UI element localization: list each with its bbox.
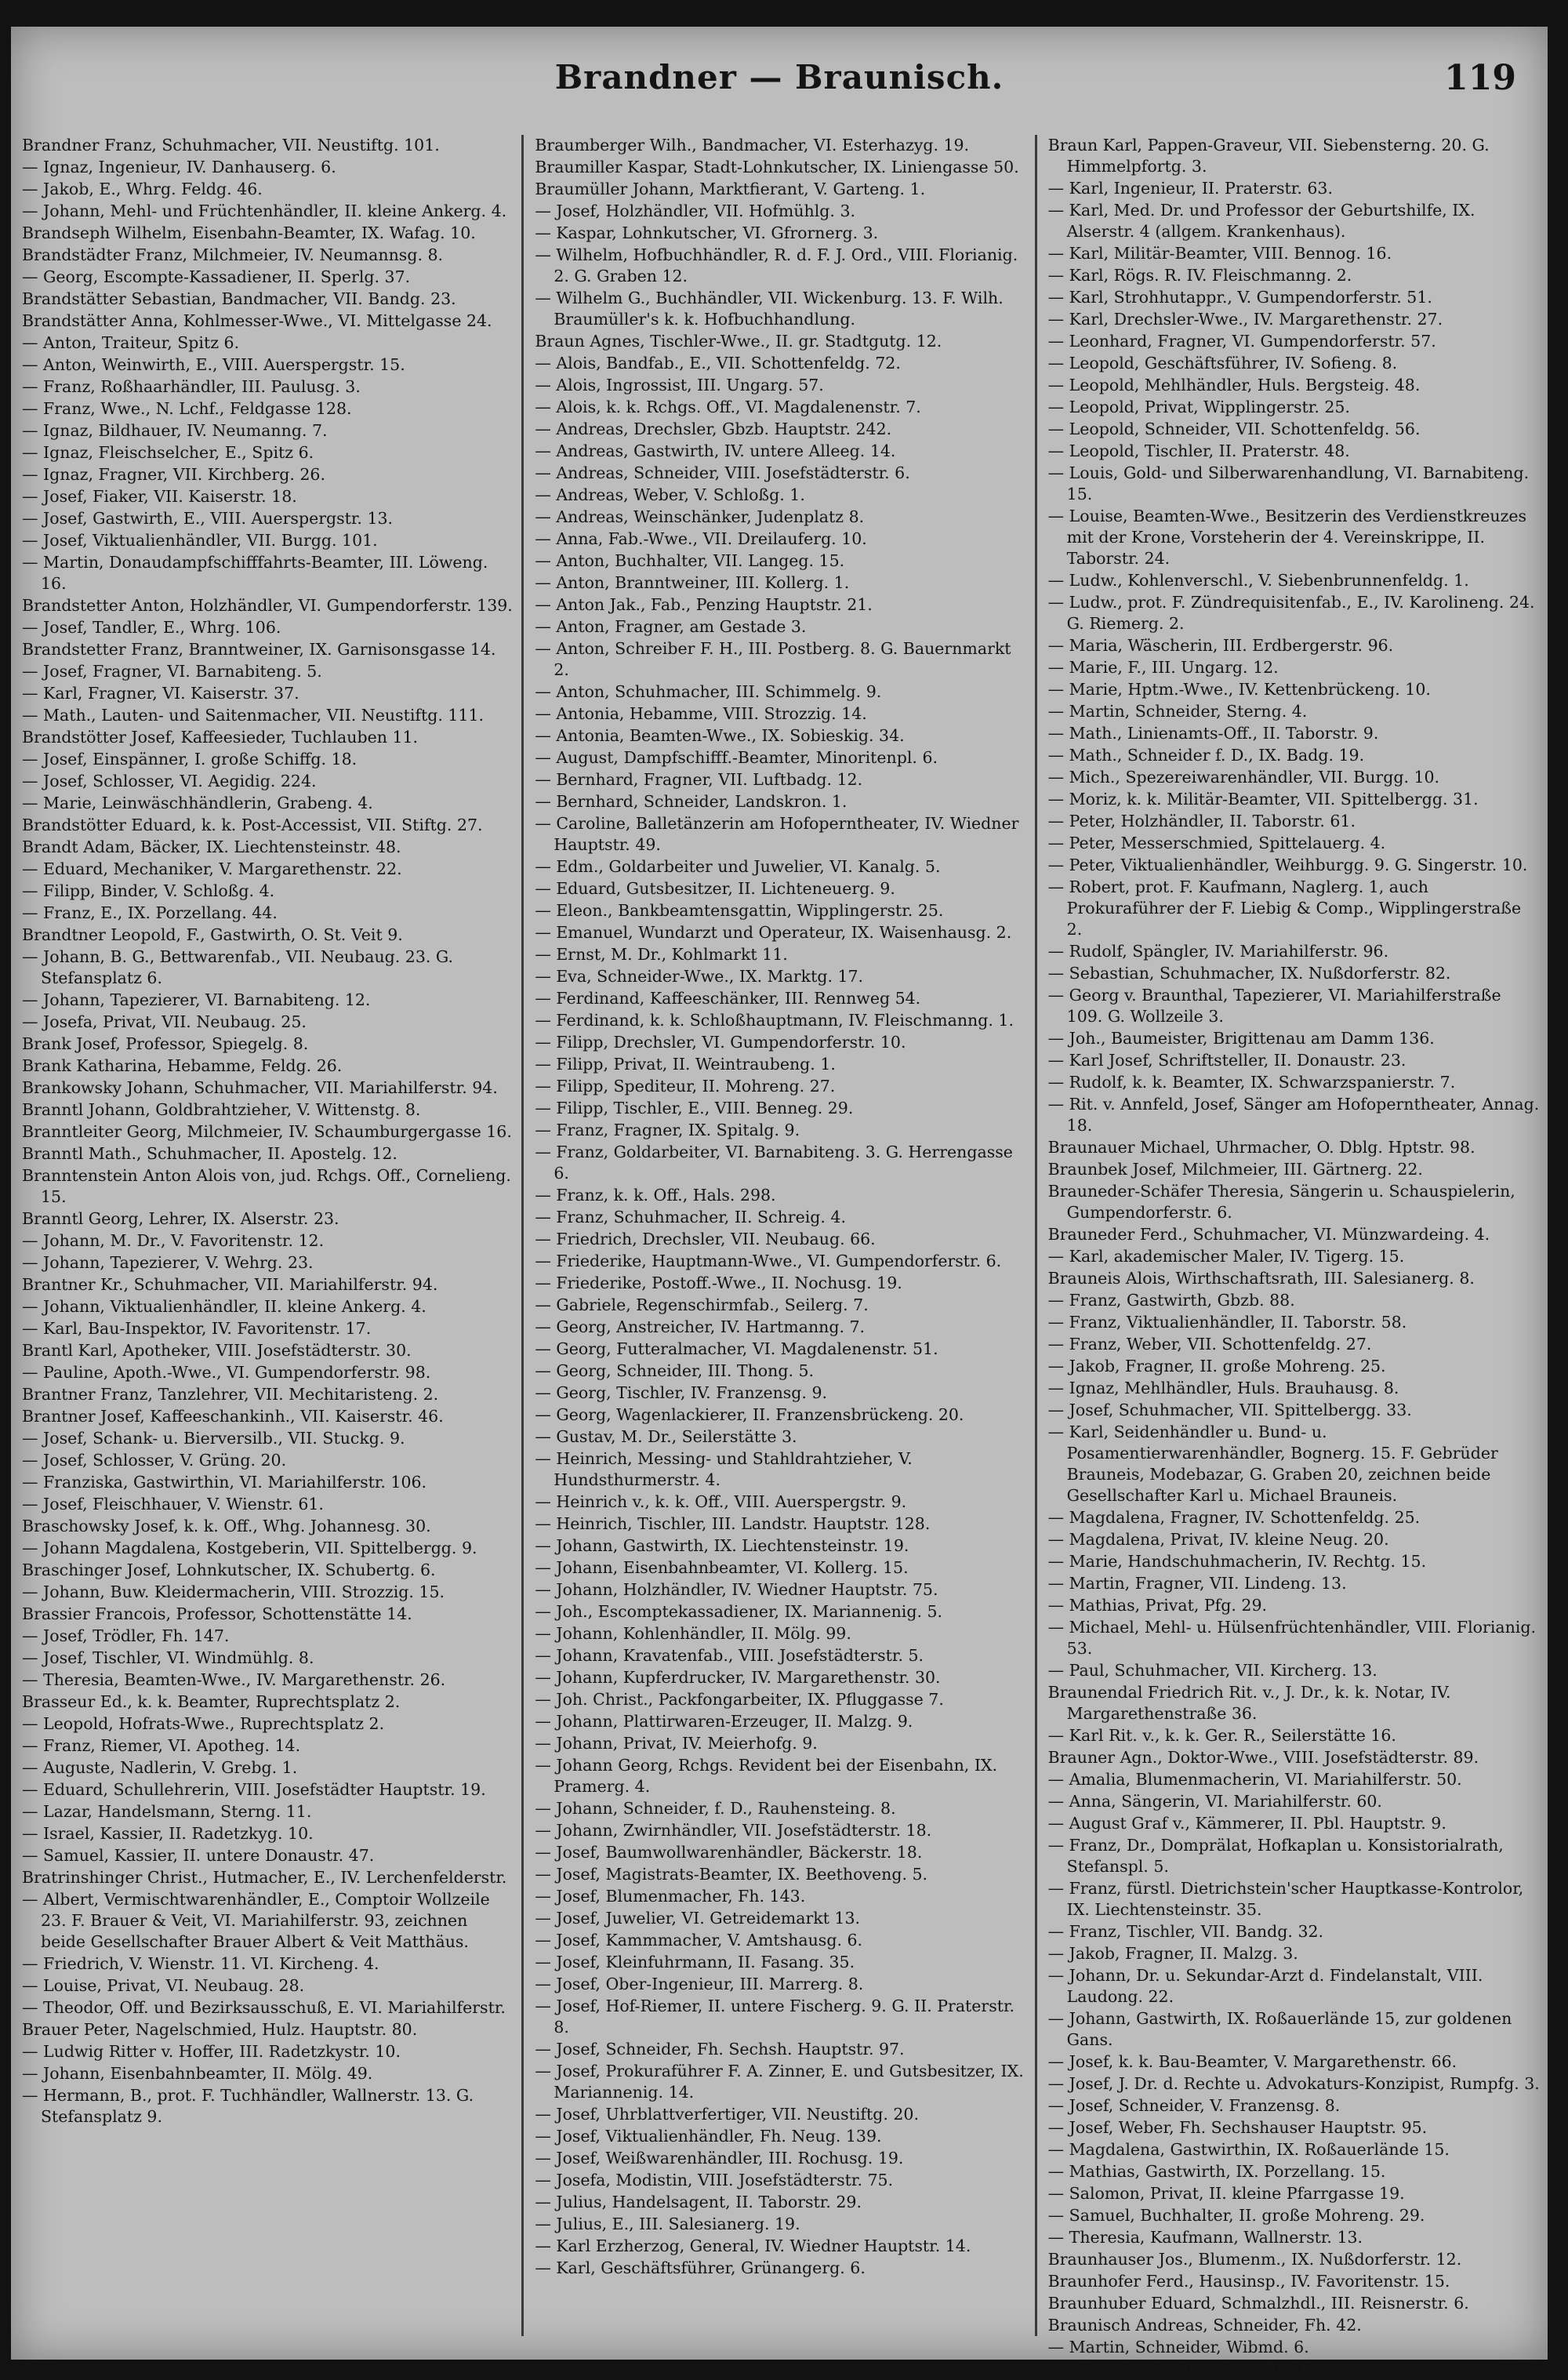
directory-entry: — Johann, Gastwirth, IX. Liechtensteinstr. 19. xyxy=(535,1536,909,1555)
directory-entry: — Josef, Hof-Riemer, II. untere Fischerg. 9. G. II. Praterstr. 8. xyxy=(535,1997,1015,2037)
directory-columns xyxy=(11,135,1548,2378)
directory-entry: — Josef, Einspänner, I. große Schiffg. 18. xyxy=(22,750,358,769)
directory-entry: Braunhofer Ferd., Hausinsp., IV. Favoritenstr. 15. xyxy=(1047,2272,1450,2291)
directory-entry: Brandt Adam, Bäcker, IX. Liechtensteinstr. 48. xyxy=(22,838,401,856)
directory-entry: — Josef, J. Dr. d. Rechte u. Advokaturs-Konzipist, Rumpfg. 3. xyxy=(1047,2074,1540,2093)
directory-entry: — Anton, Schuhmacher, III. Schimmelg. 9. xyxy=(535,682,882,701)
directory-entry: — Magdalena, Privat, IV. kleine Neug. 20. xyxy=(1047,1530,1389,1549)
directory-entry: — Josef, Schlosser, VI. Aegidig. 224. xyxy=(22,772,317,790)
directory-entry: — Heinrich, Tischler, III. Landstr. Hauptstr. 128. xyxy=(535,1514,931,1533)
directory-entry: Bratrinshinger Christ., Hutmacher, E., IV. Lerchenfelderstr. xyxy=(22,1868,507,1887)
directory-entry: — Karl, akademischer Maler, IV. Tigerg. 15. xyxy=(1047,1247,1405,1266)
directory-entry: Brauneis Alois, Wirthschaftsrath, III. Salesianerg. 8. xyxy=(1047,1269,1475,1288)
directory-entry: — Magdalena, Gastwirthin, IX. Roßauerlände 15. xyxy=(1047,2140,1450,2159)
directory-entry: — Eduard, Mechaniker, V. Margarethenstr. 22. xyxy=(22,859,402,878)
directory-entry: — Johann, Eisenbahnbeamter, II. Mölg. 49. xyxy=(22,2064,373,2083)
directory-entry: — Franz, Fragner, IX. Spitalg. 9. xyxy=(535,1121,800,1139)
directory-entry: — Anton, Fragner, am Gestade 3. xyxy=(535,617,807,636)
directory-entry: — Andreas, Gastwirth, IV. untere Alleeg. 14. xyxy=(535,441,896,460)
directory-entry: — Marie, F., III. Ungarg. 12. xyxy=(1047,658,1279,677)
directory-entry: — Franz, Dr., Domprälat, Hofkaplan u. Konsistorialrath, Stefanspl. 5. xyxy=(1047,1836,1504,1876)
directory-entry: — Johann, Kravatenfab., VIII. Josefstädterstr. 5. xyxy=(535,1646,924,1665)
directory-entry: Brassier Francois, Professor, Schottenstätte 14. xyxy=(22,1604,412,1623)
directory-entry: Brandner Franz, Schuhmacher, VII. Neustiftg. 101. xyxy=(22,136,440,154)
directory-entry: Braumberger Wilh., Bandmacher, VI. Esterhazyg. 19. xyxy=(535,136,970,154)
directory-entry: — Leopold, Schneider, VII. Schottenfeldg. 56. xyxy=(1047,420,1421,438)
directory-entry: Brandtner Leopold, F., Gastwirth, O. St. Veit 9. xyxy=(22,925,403,944)
directory-entry: — Josef, Schuhmacher, VII. Spittelbergg. 33. xyxy=(1047,1401,1412,1419)
directory-entry: — Wilhelm, Hofbuchhändler, R. d. F. J. Ord., VIII. Florianig. 2. G. Graben 12. xyxy=(535,245,1018,285)
directory-entry: — Johann, Tapezierer, VI. Barnabiteng. 12. xyxy=(22,990,371,1009)
directory-entry: — Karl Erzherzog, General, IV. Wiedner Hauptstr. 14. xyxy=(535,2236,971,2255)
page-header xyxy=(11,58,1548,121)
directory-entry: — Antonia, Beamten-Wwe., IX. Sobieskig. 34. xyxy=(535,726,905,745)
directory-entry: — Pauline, Apoth.-Wwe., VI. Gumpendorferstr. 98. xyxy=(22,1363,431,1382)
directory-entry: — Anton Jak., Fab., Penzing Hauptstr. 21. xyxy=(535,595,873,614)
directory-entry: Braumüller Johann, Marktfierant, V. Garteng. 1. xyxy=(535,180,926,198)
directory-entry: Braschinger Josef, Lohnkutscher, IX. Schubertg. 6. xyxy=(22,1561,436,1579)
directory-entry: — Alois, Bandfab., E., VII. Schottenfeldg. 72. xyxy=(535,354,901,372)
directory-entry: — Josef, Gastwirth, E., VIII. Auerspergstr. 13. xyxy=(22,509,394,528)
directory-entry: — Franz, Weber, VII. Schottenfeldg. 27. xyxy=(1047,1335,1372,1354)
directory-entry: — Karl, Fragner, VI. Kaiserstr. 37. xyxy=(22,684,299,703)
directory-entry: — Josef, Holzhändler, VII. Hofmühlg. 3. xyxy=(535,202,855,220)
directory-entry: — Martin, Schneider, Sterng. 4. xyxy=(1047,702,1308,721)
directory-entry: — Josefa, Privat, VII. Neubaug. 25. xyxy=(22,1012,307,1031)
directory-entry: — Karl, Ingenieur, II. Praterstr. 63. xyxy=(1047,179,1333,198)
directory-entry: — Lazar, Handelsmann, Sterng. 11. xyxy=(22,1802,312,1821)
directory-entry: — Josef, Ober-Ingenieur, III. Marrerg. 8. xyxy=(535,1975,864,1993)
directory-entry: — Anton, Buchhalter, VII. Langeg. 15. xyxy=(535,551,845,570)
directory-entry: — Georg, Tischler, IV. Franzensg. 9. xyxy=(535,1383,828,1402)
directory-entry: — Johann, Buw. Kleidermacherin, VIII. Strozzig. 15. xyxy=(22,1582,445,1601)
directory-entry: — Johann Georg, Rchgs. Revident bei der Eisenbahn, IX. Pramerg. 4. xyxy=(535,1756,998,1796)
directory-entry: — Friederike, Hauptmann-Wwe., VI. Gumpendorferstr. 6. xyxy=(535,1252,1002,1270)
directory-entry: — Alois, k. k. Rchgs. Off., VI. Magdalenenstr. 7. xyxy=(535,398,921,416)
directory-entry: — Leopold, Tischler, II. Praterstr. 48. xyxy=(1047,441,1350,460)
directory-entry: — Kaspar, Lohnkutscher, VI. Gfrornerg. 3. xyxy=(535,223,879,242)
directory-entry: — Anton, Schreiber F. H., III. Postberg. 8. G. Bauernmarkt 2. xyxy=(535,639,1011,679)
directory-entry: — Ferdinand, Kaffeeschänker, III. Rennweg 54. xyxy=(535,989,921,1008)
directory-entry: — Marie, Leinwäschhändlerin, Grabeng. 4. xyxy=(22,794,373,812)
directory-entry: — Theodor, Off. und Bezirksausschuß, E. VI. Mariahilferstr. xyxy=(22,1998,506,2017)
directory-entry: — Franz, Gastwirth, Gbzb. 88. xyxy=(1047,1291,1295,1310)
directory-entry: — Jakob, Fragner, II. große Mohreng. 25. xyxy=(1047,1357,1386,1375)
directory-entry: — Johann, M. Dr., V. Favoritenstr. 12. xyxy=(22,1231,325,1250)
directory-entry: — Josef, Schlosser, V. Grüng. 20. xyxy=(22,1451,287,1470)
directory-entry: — Mathias, Gastwirth, IX. Porzellang. 15. xyxy=(1047,2162,1386,2181)
directory-entry: — Michael, Mehl- u. Hülsenfrüchtenhändler, VIII. Florianig. 53. xyxy=(1047,1618,1536,1658)
directory-entry: — Martin, Schneider, Wibmd. 6. xyxy=(1047,2338,1309,2356)
directory-entry: — Josef, Trödler, Fh. 147. xyxy=(22,1626,230,1645)
directory-entry: — Josef, Kammmacher, V. Amtshausg. 6. xyxy=(535,1931,863,1949)
directory-entry: — Ignaz, Ingenieur, IV. Danhauserg. 6. xyxy=(22,158,336,176)
directory-entry: — Leopold, Privat, Wipplingerstr. 25. xyxy=(1047,398,1350,416)
directory-entry: Brauer Peter, Nagelschmied, Hulz. Hauptstr. 80. xyxy=(22,2020,418,2039)
directory-entry: — Filipp, Tischler, E., VIII. Benneg. 29. xyxy=(535,1099,854,1117)
directory-entry: — Magdalena, Fragner, IV. Schottenfeldg. 25. xyxy=(1047,1508,1421,1527)
directory-entry: — Johann, Kohlenhändler, II. Mölg. 99. xyxy=(535,1624,851,1643)
directory-entry: — Albert, Vermischtwarenhändler, E., Comptoir Wollzeile 23. F. Brauer & Veit, VI. Mariahilferstr. 93, zeichnen beide Gesellschafter Brauer Albert & Veit Matthäus. xyxy=(22,1890,490,1951)
directory-entry: — Peter, Messerschmied, Spittelauerg. 4. xyxy=(1047,834,1386,852)
directory-entry: — Filipp, Privat, II. Weintraubeng. 1. xyxy=(535,1055,836,1074)
directory-entry: Branntenstein Anton Alois von, jud. Rchgs. Off., Cornelieng. 15. xyxy=(22,1166,511,1206)
directory-entry: — Math., Linienamts-Off., II. Taborstr. 9. xyxy=(1047,724,1379,743)
directory-entry: — Wilhelm G., Buchhändler, VII. Wickenburg. 13. F. Wilh. Braumüller's k. k. Hofbuchhandlung. xyxy=(535,289,1004,329)
directory-entry: — Jakob, Fragner, II. Malzg. 3. xyxy=(1047,1944,1298,1963)
directory-entry: Brank Katharina, Hebamme, Feldg. 26. xyxy=(22,1056,343,1075)
directory-entry: Brandstetter Franz, Branntweiner, IX. Garnisonsgasse 14. xyxy=(22,640,496,659)
directory-entry: — Sebastian, Schuhmacher, IX. Nußdorferstr. 82. xyxy=(1047,964,1451,983)
directory-entry: — Karl Rit. v., k. k. Ger. R., Seilerstätte 16. xyxy=(1047,1726,1396,1745)
directory-entry: — Josef, Weißwarenhändler, III. Rochusg. 19. xyxy=(535,2149,904,2167)
directory-entry: — Leopold, Geschäftsführer, IV. Sofieng. 8. xyxy=(1047,354,1398,372)
directory-entry: — Samuel, Buchhalter, II. große Mohreng. 29. xyxy=(1047,2206,1425,2225)
directory-entry: — Eleon., Bankbeamtensgattin, Wipplingerstr. 25. xyxy=(535,901,944,920)
directory-entry: — Johann, Dr. u. Sekundar-Arzt d. Findelanstalt, VIII. Laudong. 22. xyxy=(1047,1966,1483,2006)
directory-entry: — Georg, Wagenlackierer, II. Franzensbrückeng. 20. xyxy=(535,1405,964,1424)
directory-entry: — Karl, Seidenhändler u. Bund- u. Posamentierwarenhändler, Bognerg. 15. F. Gebrüder Brauneis, Modebazar, G. Graben 20, zeichnen beide Gesellschafter Karl u. Michael Brauneis. xyxy=(1047,1423,1498,1505)
column-left xyxy=(11,135,524,2336)
directory-entry: — Mathias, Privat, Pfg. 29. xyxy=(1047,1596,1268,1615)
directory-entry: — Georg v. Braunthal, Tapezierer, VI. Mariahilferstraße 109. G. Wollzeile 3. xyxy=(1047,986,1501,1026)
directory-entry: — Franz, Goldarbeiter, VI. Barnabiteng. 3. G. Herrengasse 6. xyxy=(535,1143,1013,1183)
directory-entry: — Filipp, Drechsler, VI. Gumpendorferstr. 10. xyxy=(535,1033,906,1052)
directory-entry: — Maria, Wäscherin, III. Erdbergerstr. 96. xyxy=(1047,636,1394,655)
directory-entry: — Eva, Schneider-Wwe., IX. Marktg. 17. xyxy=(535,967,864,986)
directory-entry: — Martin, Fragner, VII. Lindeng. 13. xyxy=(1047,1574,1347,1593)
directory-entry: Braun Karl, Pappen-Graveur, VII. Siebensterng. 20. G. Himmelpfortg. 3. xyxy=(1047,136,1490,176)
directory-entry: — Johann, Eisenbahnbeamter, VI. Kollerg. 15. xyxy=(535,1558,909,1577)
directory-entry: — Louis, Gold- und Silberwarenhandlung, VI. Barnabiteng. 15. xyxy=(1047,463,1530,503)
directory-entry: Brantner Kr., Schuhmacher, VII. Mariahilferstr. 94. xyxy=(22,1275,438,1294)
directory-entry: — Andreas, Weber, V. Schloßg. 1. xyxy=(535,485,805,504)
directory-entry: — Ignaz, Bildhauer, IV. Neumanng. 7. xyxy=(22,421,328,440)
directory-entry: — Wenzel, Schuhmacher, VII. Hermanng. 30. xyxy=(1047,2360,1416,2378)
directory-entry: — Franz, Roßhaarhändler, III. Paulusg. 3. xyxy=(22,377,361,396)
directory-entry: — Anton, Branntweiner, III. Kollerg. 1. xyxy=(535,573,850,592)
directory-entry: — Edm., Goldarbeiter und Juwelier, VI. Kanalg. 5. xyxy=(535,857,941,876)
directory-entry: — Karl, Drechsler-Wwe., IV. Margarethenstr. 27. xyxy=(1047,310,1443,329)
directory-entry: — Johann, B. G., Bettwarenfab., VII. Neubaug. 23. G. Stefansplatz 6. xyxy=(22,947,454,987)
directory-entry: — Rudolf, Spängler, IV. Mariahilferstr. 96. xyxy=(1047,942,1389,961)
directory-entry: — Amalia, Blumenmacherin, VI. Mariahilferstr. 50. xyxy=(1047,1770,1462,1789)
directory-entry: — Marie, Handschuhmacherin, IV. Rechtg. 15. xyxy=(1047,1552,1427,1571)
directory-entry: — Gustav, M. Dr., Seilerstätte 3. xyxy=(535,1427,797,1446)
directory-entry: — Robert, prot. F. Kaufmann, Naglerg. 1, auch Prokuraführer der F. Liebig & Comp., Wipplingerstraße 2. xyxy=(1047,878,1522,939)
directory-entry: — Ludwig Ritter v. Hoffer, III. Radetzkystr. 10. xyxy=(22,2042,401,2061)
directory-entry: — Georg, Schneider, III. Thong. 5. xyxy=(535,1361,815,1380)
directory-entry: — Ferdinand, k. k. Schloßhauptmann, IV. Fleischmanng. 1. xyxy=(535,1011,1014,1030)
directory-entry: — Karl, Militär-Beamter, VIII. Bennog. 16. xyxy=(1047,244,1392,263)
directory-entry: Braunendal Friedrich Rit. v., J. Dr., k. k. Notar, IV. Margarethenstraße 36. xyxy=(1047,1683,1451,1723)
directory-entry: Brantner Franz, Tanzlehrer, VII. Mechitaristeng. 2. xyxy=(22,1385,439,1404)
directory-entry: — Franz, Schuhmacher, II. Schreig. 4. xyxy=(535,1208,846,1226)
directory-entry: — Josef, k. k. Bau-Beamter, V. Margarethenstr. 66. xyxy=(1047,2052,1457,2071)
directory-entry: — Andreas, Schneider, VIII. Josefstädterstr. 6. xyxy=(535,463,910,482)
directory-entry: Brandstätter Anna, Kohlmesser-Wwe., VI. Mittelgasse 24. xyxy=(22,311,492,330)
directory-entry: — Joh. Christ., Packfongarbeiter, IX. Pfluggasse 7. xyxy=(535,1690,944,1709)
directory-entry: — Martin, Donaudampfschifffahrts-Beamter, III. Löweng. 16. xyxy=(22,553,488,593)
directory-entry: — Anna, Sängerin, VI. Mariahilferstr. 60. xyxy=(1047,1792,1382,1811)
directory-entry: — Franz, k. k. Off., Hals. 298. xyxy=(535,1186,776,1205)
directory-entry: — Peter, Holzhändler, II. Taborstr. 61. xyxy=(1047,812,1356,830)
directory-entry: Braunisch Andreas, Schneider, Fh. 42. xyxy=(1047,2316,1362,2335)
directory-entry: — Math., Lauten- und Saitenmacher, VII. Neustiftg. 111. xyxy=(22,706,485,725)
directory-entry: — Franz, E., IX. Porzellang. 44. xyxy=(22,903,278,922)
directory-entry: Braunauer Michael, Uhrmacher, O. Dblg. Hptstr. 98. xyxy=(1047,1138,1475,1157)
directory-entry: — Josef, Baumwollwarenhändler, Bäckerstr. 18. xyxy=(535,1843,923,1862)
directory-entry: — Moriz, k. k. Militär-Beamter, VII. Spittelbergg. 31. xyxy=(1047,790,1479,808)
directory-entry: Branntleiter Georg, Milchmeier, IV. Schaumburgergasse 16. xyxy=(22,1122,512,1141)
directory-entry: — Peter, Viktualienhändler, Weihburgg. 9. G. Singerstr. 10. xyxy=(1047,856,1528,874)
directory-entry: — Leopold, Mehlhändler, Huls. Bergsteig. 48. xyxy=(1047,376,1421,394)
directory-entry: — Leonhard, Fragner, VI. Gumpendorferstr. 57. xyxy=(1047,332,1436,351)
page-number: 119 xyxy=(1444,58,1516,98)
directory-entry: — Julius, Handelsagent, II. Taborstr. 29. xyxy=(535,2193,862,2211)
directory-entry: — Johann, Zwirnhändler, VII. Josefstädterstr. 18. xyxy=(535,1821,932,1840)
directory-entry: — Karl, Med. Dr. und Professor der Geburtshilfe, IX. Alserstr. 4 (allgem. Krankenhaus). xyxy=(1047,201,1475,241)
directory-entry: — August, Dampfschifff.-Beamter, Minoritenpl. 6. xyxy=(535,748,938,767)
directory-entry: — Johann, Holzhändler, IV. Wiedner Hauptstr. 75. xyxy=(535,1580,938,1599)
directory-entry: — Josef, Kleinfuhrmann, II. Fasang. 35. xyxy=(535,1953,855,1971)
directory-entry: — Johann, Privat, IV. Meierhofg. 9. xyxy=(535,1734,818,1753)
directory-entry: — Louise, Beamten-Wwe., Besitzerin des Verdienstkreuzes mit der Krone, Vorsteherin der 4. Vereinskrippe, II. Taborstr. 24. xyxy=(1047,507,1527,568)
directory-entry: Brandstötter Josef, Kaffeesieder, Tuchlauben 11. xyxy=(22,728,419,747)
directory-entry: — Josef, Schneider, Fh. Sechsh. Hauptstr. 97. xyxy=(535,2040,905,2058)
directory-entry: — Joh., Escomptekassadiener, IX. Mariannenig. 5. xyxy=(535,1602,943,1621)
directory-entry: — Filipp, Binder, V. Schloßg. 4. xyxy=(22,881,275,900)
directory-entry: — Josef, Weber, Fh. Sechshauser Hauptstr. 95. xyxy=(1047,2118,1428,2137)
directory-entry: — Filipp, Spediteur, II. Mohreng. 27. xyxy=(535,1077,836,1096)
directory-entry: — Johann, Kupferdrucker, IV. Margarethenstr. 30. xyxy=(535,1668,941,1687)
directory-entry: Brankowsky Johann, Schuhmacher, VII. Mariahilferstr. 94. xyxy=(22,1078,498,1097)
directory-entry: — Franz, Tischler, VII. Bandg. 32. xyxy=(1047,1922,1324,1941)
directory-entry: — Karl Josef, Schriftsteller, II. Donaustr. 23. xyxy=(1047,1051,1406,1070)
directory-entry: — Ludw., Kohlenverschl., V. Siebenbrunnenfeldg. 1. xyxy=(1047,571,1469,590)
directory-entry: — Josef, Fleischhauer, V. Wienstr. 61. xyxy=(22,1495,324,1513)
directory-entry: — Bernhard, Schneider, Landskron. 1. xyxy=(535,792,848,811)
directory-entry: — Andreas, Drechsler, Gbzb. Hauptstr. 242. xyxy=(535,420,892,438)
directory-entry: Brasseur Ed., k. k. Beamter, Ruprechtsplatz 2. xyxy=(22,1692,401,1711)
directory-entry: — Marie, Hptm.-Wwe., IV. Kettenbrückeng. 10. xyxy=(1047,680,1431,699)
column-right xyxy=(1037,135,1548,2378)
directory-entry: — Joh., Baumeister, Brigittenau am Damm 136. xyxy=(1047,1029,1435,1048)
directory-entry: — Josef, Fiaker, VII. Kaiserstr. 18. xyxy=(22,487,297,506)
directory-entry: Brauneder-Schäfer Theresia, Sängerin u. Schauspielerin, Gumpendorferstr. 6. xyxy=(1047,1182,1515,1222)
directory-entry: — Leopold, Hofrats-Wwe., Ruprechtsplatz 2. xyxy=(22,1714,385,1733)
directory-entry: — Johann, Plattirwaren-Erzeuger, II. Malzg. 9. xyxy=(535,1712,913,1731)
directory-entry: — Alois, Ingrossist, III. Ungarg. 57. xyxy=(535,376,824,394)
directory-entry: — August Graf v., Kämmerer, II. Pbl. Hauptstr. 9. xyxy=(1047,1814,1446,1833)
directory-entry: — Theresia, Beamten-Wwe., IV. Margarethenstr. 26. xyxy=(22,1670,446,1689)
directory-entry: — Josef, Tischler, VI. Windmühlg. 8. xyxy=(22,1648,314,1667)
directory-entry: — Ignaz, Fragner, VII. Kirchberg. 26. xyxy=(22,465,325,484)
directory-entry: Braumiller Kaspar, Stadt-Lohnkutscher, IX. Liniengasse 50. xyxy=(535,158,1019,176)
directory-entry: — Johann, Mehl- und Früchtenhändler, II. kleine Ankerg. 4. xyxy=(22,202,507,220)
directory-entry: — Johann, Gastwirth, IX. Roßauerlände 15, zur goldenen Gans. xyxy=(1047,2009,1512,2049)
directory-entry: — Hermann, B., prot. F. Tuchhändler, Wallnerstr. 13. G. Stefansplatz 9. xyxy=(22,2086,474,2126)
directory-entry: — Ludw., prot. F. Zündrequisitenfab., E., IV. Karolineng. 24. G. Riemerg. 2. xyxy=(1047,593,1535,633)
directory-entry: Braunhauser Jos., Blumenm., IX. Nußdorferstr. 12. xyxy=(1047,2250,1462,2269)
directory-entry: — Josef, Fragner, VI. Barnabiteng. 5. xyxy=(22,662,322,681)
directory-entry: — Johann, Tapezierer, V. Wehrg. 23. xyxy=(22,1253,314,1272)
directory-entry: — Eduard, Schullehrerin, VIII. Josefstädter Hauptstr. 19. xyxy=(22,1780,486,1799)
directory-entry: — Josef, Viktualienhändler, Fh. Neug. 139. xyxy=(535,2127,882,2146)
directory-entry: — Karl, Strohhutappr., V. Gumpendorferstr. 51. xyxy=(1047,288,1432,307)
directory-entry: — Anton, Traiteur, Spitz 6. xyxy=(22,333,240,352)
directory-entry: — Karl, Geschäftsführer, Grünangerg. 6. xyxy=(535,2258,866,2277)
directory-entry: — Johann, Schneider, f. D., Rauhensteing. 8. xyxy=(535,1799,896,1818)
directory-entry: — Math., Schneider f. D., IX. Badg. 19. xyxy=(1047,746,1365,765)
directory-entry: — Jakob, E., Whrg. Feldg. 46. xyxy=(22,180,263,198)
directory-entry: — Josef, Blumenmacher, Fh. 143. xyxy=(535,1887,806,1906)
directory-entry: Braun Agnes, Tischler-Wwe., II. gr. Stadtgutg. 12. xyxy=(535,332,942,351)
directory-entry: — Franz, Viktualienhändler, II. Taborstr. 58. xyxy=(1047,1313,1407,1332)
directory-entry: — Mich., Spezereiwarenhändler, VII. Burgg. 10. xyxy=(1047,768,1440,787)
directory-entry: — Israel, Kassier, II. Radetzkyg. 10. xyxy=(22,1824,314,1843)
directory-entry: — Ignaz, Fleischselcher, E., Spitz 6. xyxy=(22,443,314,462)
directory-entry: Braschowsky Josef, k. k. Off., Whg. Johannesg. 30. xyxy=(22,1517,431,1535)
directory-entry: — Caroline, Balletänzerin am Hofoperntheater, IV. Wiedner Hauptstr. 49. xyxy=(535,814,1019,854)
directory-entry: — Josef, Magistrats-Beamter, IX. Beethoveng. 5. xyxy=(535,1865,928,1884)
directory-entry: — Karl, Rögs. R. IV. Fleischmanng. 2. xyxy=(1047,266,1352,285)
directory-entry: — Heinrich v., k. k. Off., VIII. Auerspergstr. 9. xyxy=(535,1492,907,1511)
directory-entry: — Josef, Schank- u. Bierversilb., VII. Stuckg. 9. xyxy=(22,1429,405,1448)
directory-page xyxy=(11,27,1548,2378)
directory-entry: — Josef, Schneider, V. Franzensg. 8. xyxy=(1047,2096,1341,2115)
directory-entry: — Gabriele, Regenschirmfab., Seilerg. 7. xyxy=(535,1295,869,1314)
directory-entry: — Franz, fürstl. Dietrichstein'scher Hauptkasse-Kontrolor, IX. Liechtensteinstr. 35. xyxy=(1047,1879,1524,1919)
directory-entry: — Friedrich, V. Wienstr. 11. VI. Kircheng. 4. xyxy=(22,1954,379,1973)
running-title: Brandner — Braunisch. xyxy=(554,58,1004,96)
directory-entry: — Josef, Juwelier, VI. Getreidemarkt 13. xyxy=(535,1909,861,1928)
directory-entry: Brank Josef, Professor, Spiegelg. 8. xyxy=(22,1034,309,1053)
directory-entry: — Friederike, Postoff.-Wwe., II. Nochusg. 19. xyxy=(535,1274,902,1292)
directory-entry: Braunhuber Eduard, Schmalzhdl., III. Reisnerstr. 6. xyxy=(1047,2294,1469,2313)
directory-entry: — Franz, Riemer, VI. Apotheg. 14. xyxy=(22,1736,301,1755)
directory-entry: — Franziska, Gastwirthin, VI. Mariahilferstr. 106. xyxy=(22,1473,427,1492)
directory-entry: — Ernst, M. Dr., Kohlmarkt 11. xyxy=(535,945,788,964)
directory-entry: Brandstetter Anton, Holzhändler, VI. Gumpendorferstr. 139. xyxy=(22,596,513,615)
directory-entry: Brandstötter Eduard, k. k. Post-Accessist, VII. Stiftg. 27. xyxy=(22,816,483,834)
directory-entry: — Rit. v. Annfeld, Josef, Sänger am Hofoperntheater, Annag. 18. xyxy=(1047,1095,1540,1135)
directory-entry: Brauneder Ferd., Schuhmacher, VI. Münzwardeing. 4. xyxy=(1047,1225,1490,1244)
directory-entry: — Samuel, Kassier, II. untere Donaustr. 47. xyxy=(22,1846,375,1865)
directory-entry: — Georg, Anstreicher, IV. Hartmanng. 7. xyxy=(535,1317,866,1336)
directory-entry: — Josefa, Modistin, VIII. Josefstädterstr. 75. xyxy=(535,2171,894,2189)
directory-entry: — Friedrich, Drechsler, VII. Neubaug. 66. xyxy=(535,1230,876,1248)
directory-entry: — Josef, Uhrblattverfertiger, VII. Neustiftg. 20. xyxy=(535,2105,919,2124)
directory-entry: — Auguste, Nadlerin, V. Grebg. 1. xyxy=(22,1758,298,1777)
directory-entry: — Antonia, Hebamme, VIII. Strozzig. 14. xyxy=(535,704,867,723)
directory-entry: — Eduard, Gutsbesitzer, II. Lichteneuerg. 9. xyxy=(535,879,895,898)
directory-entry: Brandstätter Sebastian, Bandmacher, VII. Bandg. 23. xyxy=(22,289,456,308)
directory-entry: Branntl Math., Schuhmacher, II. Apostelg. 12. xyxy=(22,1144,397,1163)
directory-entry: — Theresia, Kaufmann, Wallnerstr. 13. xyxy=(1047,2228,1363,2247)
directory-entry: — Johann Magdalena, Kostgeberin, VII. Spittelbergg. 9. xyxy=(22,1539,477,1557)
directory-entry: — Ignaz, Mehlhändler, Huls. Brauhausg. 8. xyxy=(1047,1379,1399,1397)
directory-entry: Brantner Josef, Kaffeeschankinh., VII. Kaiserstr. 46. xyxy=(22,1407,444,1426)
directory-entry: — Louise, Privat, VI. Neubaug. 28. xyxy=(22,1976,305,1995)
directory-entry: — Paul, Schuhmacher, VII. Kircherg. 13. xyxy=(1047,1661,1377,1680)
directory-entry: Brantl Karl, Apotheker, VIII. Josefstädterstr. 30. xyxy=(22,1341,412,1360)
directory-entry: — Georg, Futteralmacher, VI. Magdalenenstr. 51. xyxy=(535,1339,938,1358)
directory-entry: — Andreas, Weinschänker, Judenplatz 8. xyxy=(535,507,865,526)
directory-entry: Brandstädter Franz, Milchmeier, IV. Neumannsg. 8. xyxy=(22,245,444,264)
column-middle xyxy=(524,135,1036,2336)
directory-entry: — Georg, Escompte-Kassadiener, II. Sperlg. 37. xyxy=(22,267,411,286)
directory-entry: — Heinrich, Messing- und Stahldrahtzieher, V. Hundsthurmerstr. 4. xyxy=(535,1449,913,1489)
directory-entry: — Josef, Viktualienhändler, VII. Burgg. 101. xyxy=(22,531,378,550)
directory-entry: — Julius, E., III. Salesianerg. 19. xyxy=(535,2215,800,2233)
directory-entry: — Josef, Prokuraführer F. A. Zinner, E. und Gutsbesitzer, IX. Mariannenig. 14. xyxy=(535,2062,1024,2102)
directory-entry: — Anna, Fab.-Wwe., VII. Dreilauferg. 10. xyxy=(535,529,867,548)
directory-entry: — Anton, Weinwirth, E., VIII. Auerspergstr. 15. xyxy=(22,355,405,374)
directory-entry: — Emanuel, Wundarzt und Operateur, IX. Waisenhausg. 2. xyxy=(535,923,1012,942)
directory-entry: — Salomon, Privat, II. kleine Pfarrgasse 19. xyxy=(1047,2184,1405,2203)
directory-entry: Braunbek Josef, Milchmeier, III. Gärtnerg. 22. xyxy=(1047,1160,1423,1179)
directory-entry: — Josef, Tandler, E., Whrg. 106. xyxy=(22,618,281,637)
directory-entry: — Johann, Viktualienhändler, II. kleine Ankerg. 4. xyxy=(22,1297,426,1316)
directory-entry: Branntl Georg, Lehrer, IX. Alserstr. 23. xyxy=(22,1209,339,1228)
directory-entry: — Rudolf, k. k. Beamter, IX. Schwarzspanierstr. 7. xyxy=(1047,1073,1456,1092)
directory-entry: Brauner Agn., Doktor-Wwe., VIII. Josefstädterstr. 89. xyxy=(1047,1748,1479,1767)
directory-entry: — Franz, Wwe., N. Lchf., Feldgasse 128. xyxy=(22,399,352,418)
directory-entry: — Bernhard, Fragner, VII. Luftbadg. 12. xyxy=(535,770,863,789)
directory-entry: — Karl, Bau-Inspektor, IV. Favoritenstr. 17. xyxy=(22,1319,372,1338)
directory-entry: Brandseph Wilhelm, Eisenbahn-Beamter, IX. Wafag. 10. xyxy=(22,223,476,242)
directory-entry: Branntl Johann, Goldbrahtzieher, V. Wittenstg. 8. xyxy=(22,1100,421,1119)
